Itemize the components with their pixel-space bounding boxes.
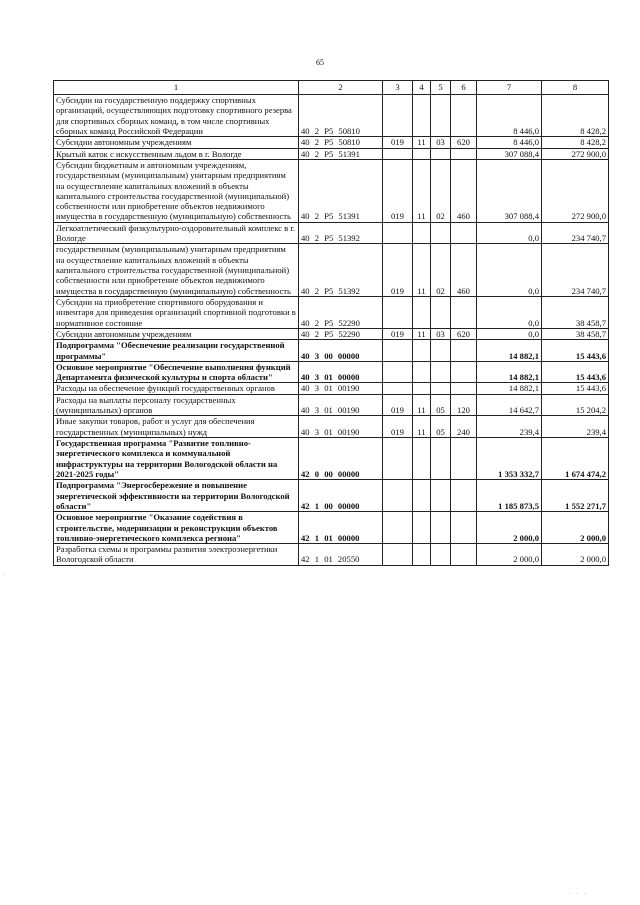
row-name: Крытый каток с искусственным льдом в г. Вологде xyxy=(54,148,299,159)
row-amount-1: 0,0 xyxy=(477,296,542,328)
row-ministry xyxy=(383,148,413,159)
row-amount-1: 1 185 873,5 xyxy=(477,480,542,512)
row-section: 11 xyxy=(413,394,431,416)
col-header-2: 2 xyxy=(299,81,383,95)
row-section: 11 xyxy=(413,244,431,297)
row-expense-type: 240 xyxy=(451,416,477,438)
row-section: 11 xyxy=(413,137,431,148)
row-code: 40 2 P5 52290 xyxy=(299,328,383,339)
row-amount-1: 14 882,1 xyxy=(477,340,542,362)
row-section: 11 xyxy=(413,159,431,222)
row-amount-2: 15 443,6 xyxy=(542,383,609,394)
row-amount-1: 0,0 xyxy=(477,222,542,244)
col-header-7: 7 xyxy=(477,81,542,95)
table-row xyxy=(54,95,609,137)
table-row xyxy=(54,416,609,438)
row-name: Иные закупки товаров, работ и услуг для обеспечения государственных (муниципальных) нужд xyxy=(54,416,299,438)
row-subsection: 05 xyxy=(431,394,451,416)
table-row xyxy=(54,137,609,148)
row-ministry xyxy=(383,383,413,394)
table-row xyxy=(54,340,609,362)
row-amount-2: 234 740,7 xyxy=(542,222,609,244)
row-expense-type: 120 xyxy=(451,394,477,416)
table-row xyxy=(54,222,609,244)
row-ministry: 019 xyxy=(383,416,413,438)
row-subsection xyxy=(431,340,451,362)
row-code: 42 1 01 20550 xyxy=(299,544,383,566)
row-section xyxy=(413,340,431,362)
row-expense-type xyxy=(451,361,477,383)
margin-mark: · xyxy=(3,572,5,578)
row-amount-2: 1 552 271,7 xyxy=(542,480,609,512)
col-header-1: 1 xyxy=(54,81,299,95)
table-row xyxy=(54,244,609,297)
row-amount-2: 15 443,6 xyxy=(542,361,609,383)
row-ministry xyxy=(383,222,413,244)
row-code: 40 3 01 00190 xyxy=(299,394,383,416)
table-row xyxy=(54,383,609,394)
header-row xyxy=(54,81,609,95)
row-expense-type xyxy=(451,512,477,544)
row-amount-1: 1 353 332,7 xyxy=(477,438,542,480)
row-subsection xyxy=(431,480,451,512)
row-section xyxy=(413,296,431,328)
row-code: 40 3 00 00000 xyxy=(299,340,383,362)
row-amount-2: 239,4 xyxy=(542,416,609,438)
row-name: Легкоатлетический физкультурно-оздоровительный комплекс в г. Вологде xyxy=(54,222,299,244)
row-ministry: 019 xyxy=(383,244,413,297)
row-code: 42 0 00 00000 xyxy=(299,438,383,480)
row-name: Расходы на выплаты персоналу государственных (муниципальных) органов xyxy=(54,394,299,416)
row-subsection: 02 xyxy=(431,159,451,222)
row-expense-type xyxy=(451,438,477,480)
row-ministry xyxy=(383,480,413,512)
row-section xyxy=(413,512,431,544)
table-row xyxy=(54,438,609,480)
row-amount-1: 307 088,4 xyxy=(477,159,542,222)
row-ministry xyxy=(383,95,413,137)
row-section xyxy=(413,383,431,394)
row-expense-type xyxy=(451,383,477,394)
table-row xyxy=(54,480,609,512)
table-row xyxy=(54,512,609,544)
row-subsection: 02 xyxy=(431,244,451,297)
col-header-5: 5 xyxy=(431,81,451,95)
col-header-3: 3 xyxy=(383,81,413,95)
row-code: 42 1 00 00000 xyxy=(299,480,383,512)
table-row xyxy=(54,361,609,383)
row-section xyxy=(413,95,431,137)
row-subsection xyxy=(431,383,451,394)
row-code: 40 2 P5 51391 xyxy=(299,159,383,222)
row-section xyxy=(413,480,431,512)
row-ministry: 019 xyxy=(383,159,413,222)
row-code: 40 2 P5 50810 xyxy=(299,95,383,137)
row-amount-1: 2 000,0 xyxy=(477,512,542,544)
row-expense-type xyxy=(451,340,477,362)
row-expense-type xyxy=(451,544,477,566)
row-subsection xyxy=(431,148,451,159)
row-section xyxy=(413,438,431,480)
row-name: государственным (муниципальным) унитарным предприятиям на осуществление капитальных вложений в объекты капитального строительства государственной (муниципальной) собственности или приобретение объектов недвижимого имущества в государственную (муниципальную) собственность xyxy=(54,244,299,297)
row-amount-2: 272 900,0 xyxy=(542,159,609,222)
row-name: Субсидии автономным учреждениям xyxy=(54,328,299,339)
row-ministry: 019 xyxy=(383,137,413,148)
col-header-6: 6 xyxy=(451,81,477,95)
row-name: Основное мероприятие "Обеспечение выполнения функций Департамента физической культуры и спорта области" xyxy=(54,361,299,383)
row-code: 40 2 P5 51392 xyxy=(299,222,383,244)
row-amount-1: 239,4 xyxy=(477,416,542,438)
row-expense-type: 620 xyxy=(451,328,477,339)
row-expense-type xyxy=(451,95,477,137)
corner-mark: · · · xyxy=(569,891,588,897)
row-expense-type xyxy=(451,222,477,244)
row-code: 40 2 P5 52290 xyxy=(299,296,383,328)
row-amount-2: 15 443,6 xyxy=(542,340,609,362)
row-amount-1: 14 882,1 xyxy=(477,361,542,383)
row-section: 11 xyxy=(413,328,431,339)
row-amount-1: 307 088,4 xyxy=(477,148,542,159)
row-section xyxy=(413,361,431,383)
row-expense-type xyxy=(451,148,477,159)
row-expense-type xyxy=(451,480,477,512)
row-section: 11 xyxy=(413,416,431,438)
row-section xyxy=(413,148,431,159)
row-ministry xyxy=(383,512,413,544)
row-name: Субсидии автономным учреждениям xyxy=(54,137,299,148)
row-subsection xyxy=(431,512,451,544)
row-amount-1: 0,0 xyxy=(477,328,542,339)
row-subsection xyxy=(431,95,451,137)
row-amount-2: 234 740,7 xyxy=(542,244,609,297)
col-header-4: 4 xyxy=(413,81,431,95)
row-ministry xyxy=(383,340,413,362)
row-section xyxy=(413,544,431,566)
row-amount-1: 14 642,7 xyxy=(477,394,542,416)
row-ministry: 019 xyxy=(383,394,413,416)
row-ministry xyxy=(383,361,413,383)
row-ministry: 019 xyxy=(383,328,413,339)
row-amount-1: 8 446,0 xyxy=(477,137,542,148)
row-code: 40 3 01 00190 xyxy=(299,383,383,394)
row-amount-2: 15 204,2 xyxy=(542,394,609,416)
budget-table xyxy=(53,80,609,566)
row-ministry xyxy=(383,438,413,480)
row-amount-1: 0,0 xyxy=(477,244,542,297)
row-code: 42 1 01 00000 xyxy=(299,512,383,544)
row-amount-2: 38 458,7 xyxy=(542,328,609,339)
row-subsection xyxy=(431,361,451,383)
row-amount-2: 2 000,0 xyxy=(542,512,609,544)
row-name: Субсидии на приобретение спортивного оборудования и инвентаря для приведения организаций спортивной подготовки в нормативное состояние xyxy=(54,296,299,328)
table-row xyxy=(54,148,609,159)
table-row xyxy=(54,544,609,566)
row-name: Расходы на обеспечение функций государственных органов xyxy=(54,383,299,394)
row-name: Субсидии на государственную поддержку спортивных организаций, осуществляющих подготовку спортивного резерва для спортивных сборных команд, в том числе спортивных сборных команд Российской Федерации xyxy=(54,95,299,137)
row-name: Разработка схемы и программы развития электроэнергетики Вологодской области xyxy=(54,544,299,566)
col-header-8: 8 xyxy=(542,81,609,95)
row-subsection xyxy=(431,296,451,328)
row-name: Государственная программа "Развитие топливно-энергетического комплекса и коммунальной инфраструктуры на территории Вологодской области на 2021-2025 годы" xyxy=(54,438,299,480)
table-row xyxy=(54,328,609,339)
row-code: 40 2 P5 50810 xyxy=(299,137,383,148)
row-name: Субсидии бюджетным и автономным учреждениям, государственным (муниципальным) унитарным предприятиям на осуществление капитальных вложений в объекты капитального строительства государственной (муниципальной) собственности или приобретение объектов недвижимого имущества в государственную (муниципальную) собственность xyxy=(54,159,299,222)
row-subsection: 05 xyxy=(431,416,451,438)
row-expense-type xyxy=(451,296,477,328)
table-row xyxy=(54,296,609,328)
row-amount-1: 8 446,0 xyxy=(477,95,542,137)
row-subsection xyxy=(431,438,451,480)
row-subsection: 03 xyxy=(431,137,451,148)
row-subsection xyxy=(431,544,451,566)
table-row xyxy=(54,394,609,416)
row-name: Основное мероприятие "Оказание содействия в строительстве, модернизации и реконструкции объектов топливно-энергетического комплекса региона" xyxy=(54,512,299,544)
row-amount-2: 8 428,2 xyxy=(542,95,609,137)
row-amount-1: 2 000,0 xyxy=(477,544,542,566)
row-ministry xyxy=(383,296,413,328)
page-number: 65 xyxy=(316,58,324,67)
row-code: 40 3 01 00000 xyxy=(299,361,383,383)
row-expense-type: 460 xyxy=(451,244,477,297)
row-amount-2: 272 900,0 xyxy=(542,148,609,159)
row-amount-1: 14 882,1 xyxy=(477,383,542,394)
row-code: 40 3 01 00190 xyxy=(299,416,383,438)
row-amount-2: 8 428,2 xyxy=(542,137,609,148)
row-amount-2: 2 000,0 xyxy=(542,544,609,566)
row-ministry xyxy=(383,544,413,566)
row-subsection xyxy=(431,222,451,244)
row-section xyxy=(413,222,431,244)
row-name: Подпрограмма "Энергосбережение и повышение энергетической эффективности на территории Вологодской области" xyxy=(54,480,299,512)
row-name: Подпрограмма "Обеспечение реализации государственной программы" xyxy=(54,340,299,362)
row-expense-type: 620 xyxy=(451,137,477,148)
row-amount-2: 1 674 474,2 xyxy=(542,438,609,480)
row-subsection: 03 xyxy=(431,328,451,339)
row-amount-2: 38 458,7 xyxy=(542,296,609,328)
table-row xyxy=(54,159,609,222)
row-expense-type: 460 xyxy=(451,159,477,222)
row-code: 40 2 P5 51392 xyxy=(299,244,383,297)
row-code: 40 2 P5 51391 xyxy=(299,148,383,159)
